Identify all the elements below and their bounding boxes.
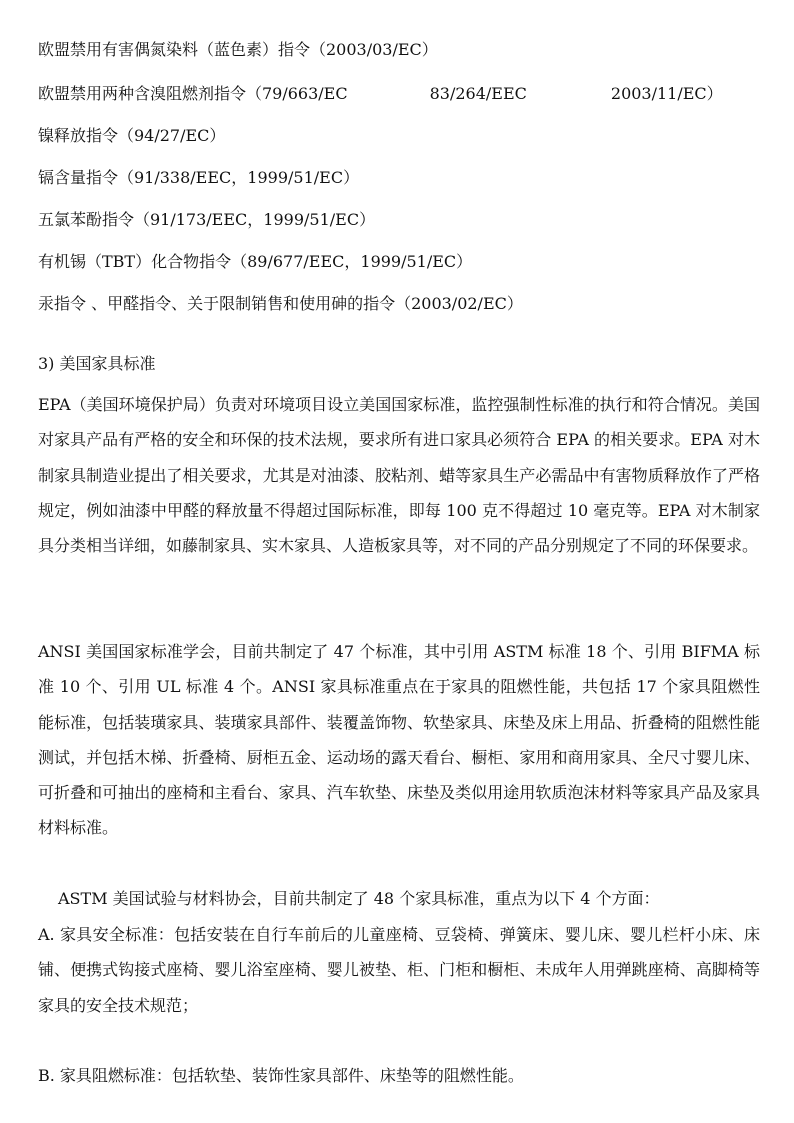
directive-brominated-part1: 欧盟禁用两种含溴阻燃剂指令（79/663/EC bbox=[38, 84, 348, 103]
directive-brominated-part3: 2003/11/EC） bbox=[610, 84, 723, 103]
paragraph-epa: EPA（美国环境保护局）负责对环境项目设立美国国家标准，监控强制性标准的执行和符合情况。美国对家具产品有严格的安全和环保的技术法规，要求所有进口家具必须符合 EPA 的相关要求。EPA 对木制家具制造业提出了相关要求，尤其是对油漆、胶粘剂、蜡等家具生产必需品中有害物质释放作了严格规定，例如油漆中甲醛的释放量不得超过国际标准，即每 100 克不得超过 10 毫克等。EPA 对木制家具分类相当详细，如藤制家具、实木家具、人造板家具等，对不同的产品分别规定了不同的环保要求。 bbox=[38, 395, 760, 556]
section-heading: 3) 美国家具标准 bbox=[38, 354, 156, 373]
paragraph-ansi: ANSI 美国国家标准学会，目前共制定了 47 个标准，其中引用 ASTM 标准 18 个、引用 BIFMA 标准 10 个、引用 UL 标准 4 个。ANSI 家具标准重点在于家具的阻燃性能，共包括 17 个家具阻燃性能标准，包括装璜家具、装璜家具部件、装覆盖饰物、软垫家具、床垫及床上用品、折叠椅的阻燃性能测试，并包括木梯、折叠椅、厨柜五金、运动场的露天看台、橱柜、家用和商用家具、全尺寸婴儿床、可折叠和可抽出的座椅和主看台、家具、汽车软垫、床垫及类似用途用软质泡沫材料等家具产品及家具材料标准。 bbox=[38, 642, 760, 838]
directive-organotin: 有机锡（TBT）化合物指令（89/677/EEC，1999/51/EC） bbox=[38, 252, 473, 271]
directive-azo-dyes: 欧盟禁用有害偶氮染料（蓝色素）指令（2003/03/EC） bbox=[38, 40, 438, 59]
directive-pentachlorophenol: 五氯苯酚指令（91/173/EEC，1999/51/EC） bbox=[38, 210, 376, 229]
directive-brominated-flame-retardants bbox=[38, 84, 723, 104]
list-item-a: A. 家具安全标准：包括安装在自行车前后的儿童座椅、豆袋椅、弹簧床、婴儿床、婴儿栏杆小床、床铺、便携式钩接式座椅、婴儿浴室座椅、婴儿被垫、柜、门柜和橱柜、未成年人用弹跳座椅、高脚椅等家具的安全技术规范； bbox=[38, 925, 760, 1015]
directive-cadmium: 镉含量指令（91/338/EEC，1999/51/EC） bbox=[38, 168, 360, 187]
list-item-b: B. 家具阻燃标准：包括软垫、装饰性家具部件、床垫等的阻燃性能。 bbox=[38, 1066, 524, 1085]
directive-mercury-formaldehyde-arsenic: 汞指令 、甲醛指令、关于限制销售和使用砷的指令（2003/02/EC） bbox=[38, 294, 523, 313]
directive-brominated-part2: 83/264/EEC bbox=[429, 84, 527, 103]
paragraph-astm: ASTM 美国试验与材料协会，目前共制定了 48 个家具标准，重点为以下 4 个方面： bbox=[58, 889, 660, 908]
directive-nickel: 镍释放指令（94/27/EC） bbox=[38, 126, 226, 145]
